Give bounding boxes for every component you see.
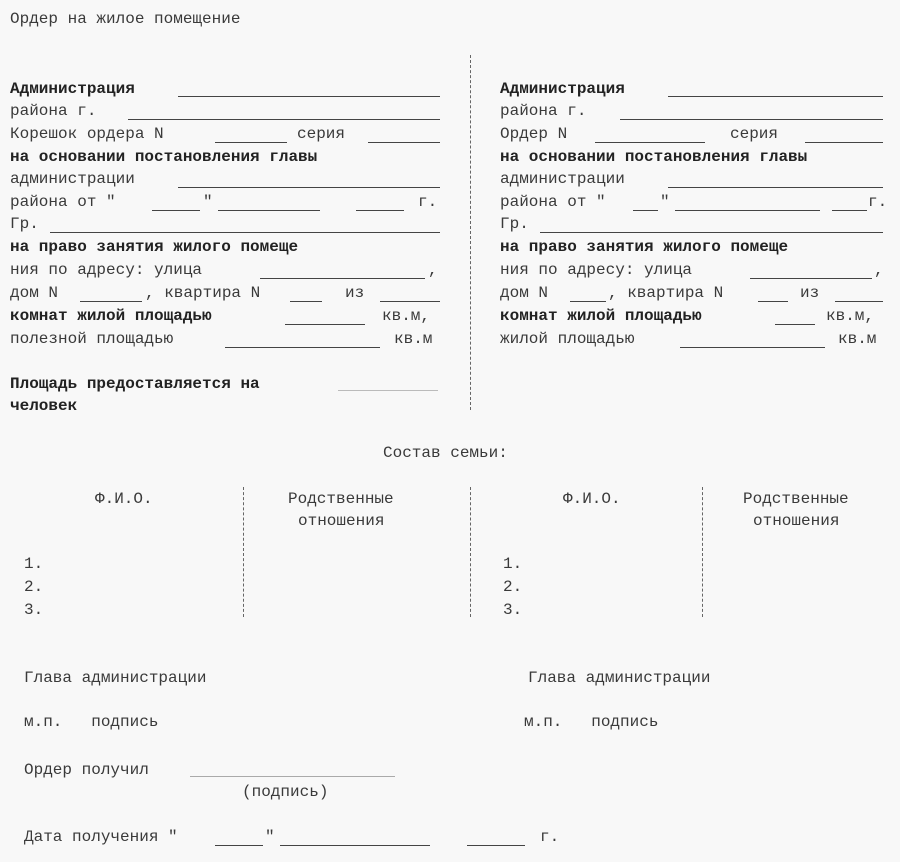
right-district-label: района г. — [500, 102, 587, 120]
right-of-label: из — [800, 284, 820, 302]
left-apartment-field[interactable] — [290, 301, 322, 302]
left-head-of-administration: Глава администрации — [24, 669, 207, 687]
right-row-2: 2. — [503, 578, 523, 596]
left-admin-field[interactable] — [178, 187, 440, 188]
right-useful-area-label: жилой площадью — [500, 330, 635, 348]
right-apartment-field[interactable] — [758, 301, 788, 302]
right-right-text: на право занятия жилого помеще — [500, 238, 789, 256]
order-received-label: Ордер получил — [24, 761, 149, 779]
right-date-year-field[interactable] — [832, 210, 867, 211]
left-sqm-label-1: кв.м, — [382, 307, 431, 325]
right-rooms-field[interactable] — [835, 301, 883, 302]
left-useful-area-field[interactable] — [225, 347, 380, 348]
received-date-label: Дата получения " — [24, 828, 178, 846]
left-rooms-field[interactable] — [380, 301, 440, 302]
left-table-separator — [243, 487, 244, 617]
right-street-field[interactable] — [750, 278, 872, 279]
right-admin-field[interactable] — [668, 187, 883, 188]
left-district-field[interactable] — [128, 119, 440, 120]
left-persons-field[interactable] — [338, 390, 438, 391]
right-basis-text: на основании постановления главы — [500, 148, 808, 166]
received-date-year-suffix: г. — [540, 828, 560, 846]
right-living-area-label: комнат жилой площадью — [500, 307, 702, 325]
received-date-day-field[interactable] — [215, 845, 263, 846]
right-sqm-label-2: кв.м — [838, 330, 877, 348]
left-address-comma: , — [428, 261, 438, 279]
left-row-1: 1. — [24, 555, 44, 573]
left-house-label: дом N — [10, 284, 59, 302]
right-date-month-field[interactable] — [675, 210, 820, 211]
left-col-relation-header-1: Родственные — [288, 490, 394, 508]
left-row-3: 3. — [24, 601, 44, 619]
left-stub-number-label: Корешок ордера N — [10, 125, 164, 143]
right-series-label: серия — [730, 125, 779, 143]
received-date-month-field[interactable] — [280, 845, 430, 846]
right-date-quote: " — [660, 193, 670, 211]
right-order-number-label: Ордер N — [500, 125, 568, 143]
left-seal-signature: м.п. подпись — [24, 713, 159, 731]
right-head-of-administration: Глава администрации — [528, 669, 711, 687]
right-address-label: ния по адресу: улица — [500, 261, 693, 279]
right-admin-text: администрации — [500, 170, 625, 188]
left-of-label: из — [345, 284, 365, 302]
right-table-separator — [702, 487, 703, 617]
right-sqm-label-1: кв.м, — [826, 307, 875, 325]
left-living-area-field[interactable] — [285, 324, 365, 325]
left-district-label: района г. — [10, 102, 97, 120]
left-useful-area-label: полезной площадью — [10, 330, 174, 348]
left-area-provided-text: Площадь предоставляется на — [10, 375, 260, 393]
left-district-from-label: района от " — [10, 193, 116, 211]
right-date-day-field[interactable] — [633, 210, 658, 211]
signature-caption: (подпись) — [242, 783, 329, 801]
right-series-field[interactable] — [805, 142, 883, 143]
right-living-area-field[interactable] — [775, 324, 815, 325]
left-living-area-label: комнат жилой площадью — [10, 307, 212, 325]
left-row-2: 2. — [24, 578, 44, 596]
right-col-relation-header-1: Родственные — [743, 490, 849, 508]
received-date-quote: " — [265, 828, 275, 846]
center-divider — [470, 55, 471, 410]
order-received-signature-field[interactable] — [190, 776, 395, 777]
right-citizen-label: Гр. — [500, 215, 529, 233]
left-right-text: на право занятия жилого помеще — [10, 238, 299, 256]
right-apartment-label: , квартира N — [608, 284, 724, 302]
right-order-number-field[interactable] — [595, 142, 705, 143]
left-address-label: ния по адресу: улица — [10, 261, 203, 279]
right-administration-field[interactable] — [668, 96, 883, 97]
left-basis-text: на основании постановления главы — [10, 148, 318, 166]
left-date-year-field[interactable] — [356, 210, 404, 211]
left-series-field[interactable] — [368, 142, 440, 143]
right-year-suffix: г. — [868, 193, 888, 211]
right-row-3: 3. — [503, 601, 523, 619]
left-street-field[interactable] — [260, 278, 425, 279]
left-date-day-field[interactable] — [152, 210, 200, 211]
left-col-relation-header-2: отношения — [298, 512, 385, 530]
left-series-label: серия — [297, 125, 346, 143]
right-district-field[interactable] — [620, 119, 883, 120]
left-citizen-field[interactable] — [50, 232, 440, 233]
left-citizen-label: Гр. — [10, 215, 39, 233]
left-house-field[interactable] — [80, 301, 142, 302]
left-col-name-header: Ф.И.О. — [95, 490, 153, 508]
left-date-month-field[interactable] — [218, 210, 320, 211]
left-admin-text: администрации — [10, 170, 135, 188]
right-address-comma: , — [874, 261, 884, 279]
document-title: Ордер на жилое помещение — [10, 10, 241, 28]
left-date-quote: " — [203, 193, 213, 211]
table-center-divider — [470, 487, 471, 617]
received-date-year-field[interactable] — [467, 845, 525, 846]
left-persons-label: человек — [10, 397, 78, 415]
right-administration-label: Администрация — [500, 80, 625, 98]
right-col-name-header: Ф.И.О. — [563, 490, 621, 508]
left-stub-number-field[interactable] — [215, 142, 287, 143]
right-col-relation-header-2: отношения — [753, 512, 840, 530]
left-administration-label: Администрация — [10, 80, 135, 98]
right-citizen-field[interactable] — [540, 232, 883, 233]
right-seal-signature: м.п. подпись — [524, 713, 659, 731]
left-administration-field[interactable] — [178, 96, 440, 97]
right-house-label: дом N — [500, 284, 549, 302]
right-useful-area-field[interactable] — [680, 347, 825, 348]
right-district-from-label: района от " — [500, 193, 606, 211]
family-title: Состав семьи: — [383, 444, 508, 462]
left-apartment-label: , квартира N — [145, 284, 261, 302]
right-house-field[interactable] — [570, 301, 606, 302]
right-row-1: 1. — [503, 555, 523, 573]
left-year-suffix: г. — [418, 193, 438, 211]
left-sqm-label-2: кв.м — [394, 330, 433, 348]
